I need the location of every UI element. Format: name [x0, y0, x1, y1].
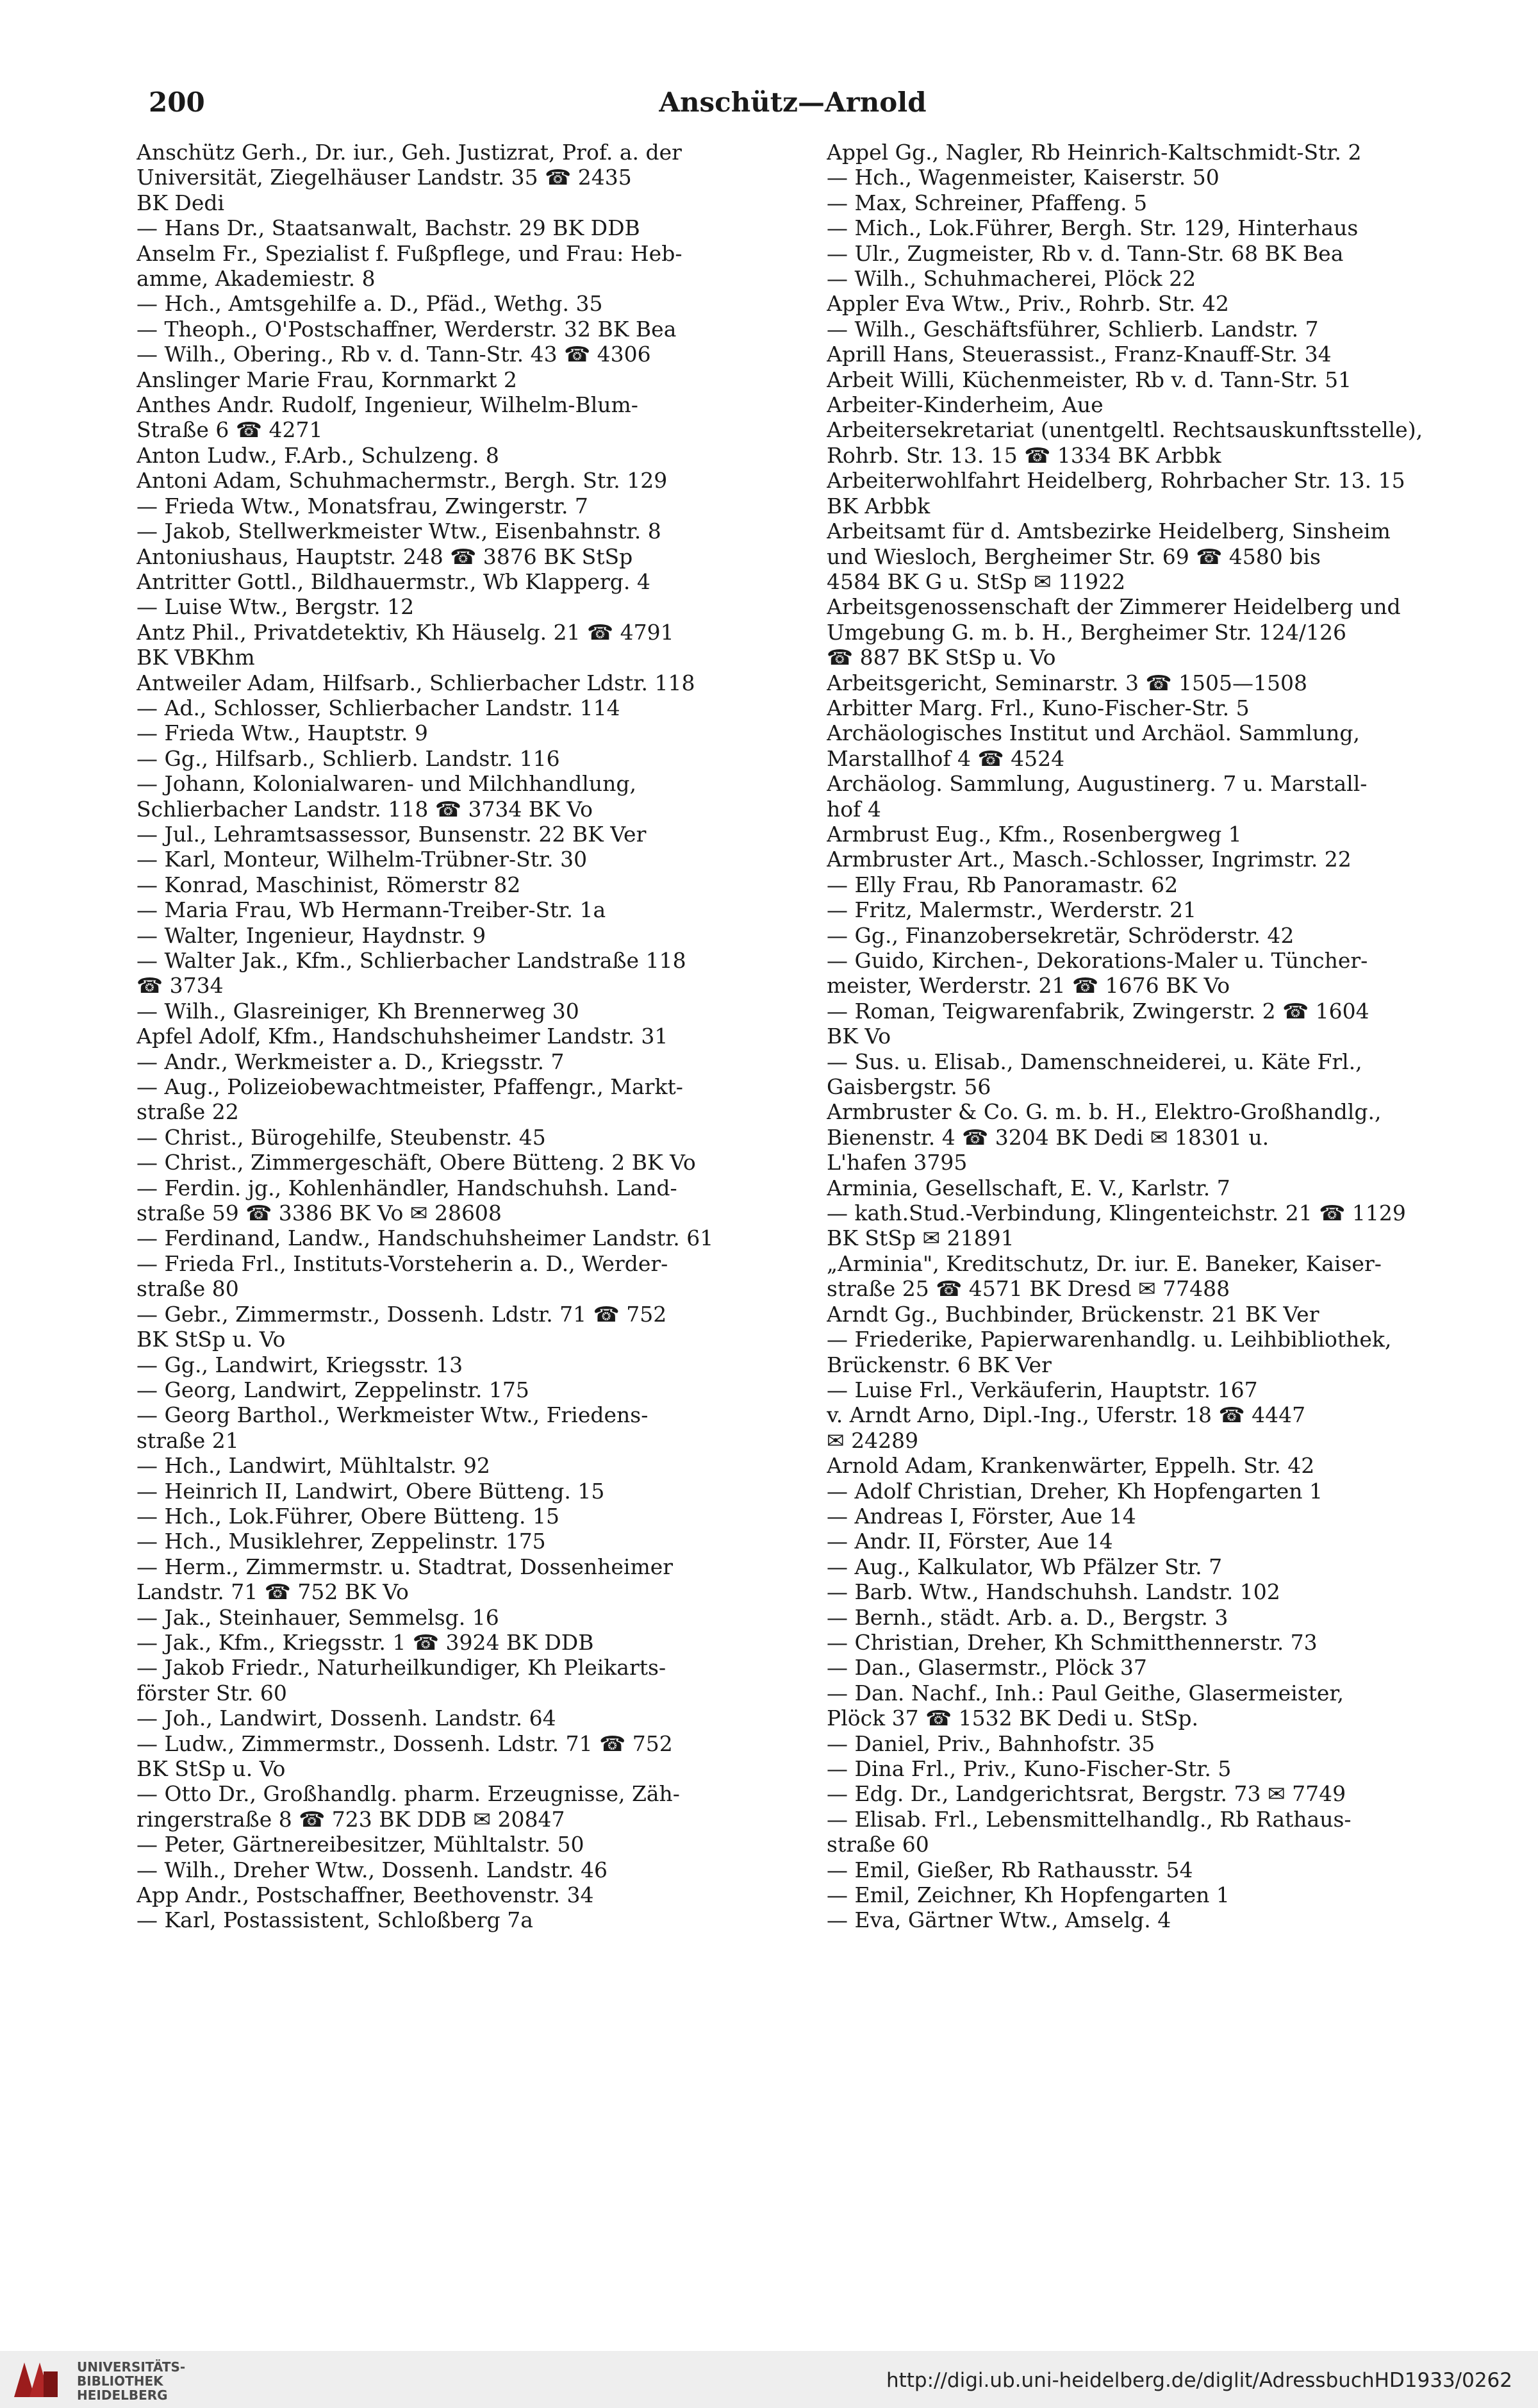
directory-line: meister, Werderstr. 21 ☎ 1676 BK Vo — [827, 973, 1230, 999]
directory-line: BK Arbbk — [827, 493, 930, 519]
page-number: 200 — [149, 87, 205, 118]
directory-line: BK Vo — [827, 1024, 891, 1049]
directory-line: — Luise Frl., Verkäuferin, Hauptstr. 167 — [827, 1377, 1258, 1402]
directory-line: — Andreas I, Förster, Aue 14 — [827, 1503, 1136, 1529]
directory-line: ☎ 3734 — [136, 973, 224, 999]
source-url-link[interactable]: http://digi.ub.uni-heidelberg.de/diglit/AdressbuchHD1933/0262 — [886, 2369, 1512, 2392]
library-logo-icon — [10, 2359, 63, 2401]
directory-line: — Fritz, Malermstr., Werderstr. 21 — [827, 897, 1197, 923]
directory-line: — Jak., Kfm., Kriegsstr. 1 ☎ 3924 BK DDB — [136, 1629, 594, 1655]
directory-line: — Eva, Gärtner Wtw., Amselg. 4 — [827, 1907, 1171, 1933]
directory-line: „Arminia", Kreditschutz, Dr. iur. E. Baneker, Kaiser- — [827, 1250, 1382, 1276]
directory-line: Anthes Andr. Rudolf, Ingenieur, Wilhelm-Blum- — [136, 392, 638, 418]
directory-line: 4584 BK G u. StSp ✉ 11922 — [827, 569, 1126, 594]
directory-line: ringerstraße 8 ☎ 723 BK DDB ✉ 20847 — [136, 1806, 565, 1832]
directory-line: — Hch., Landwirt, Mühltalstr. 92 — [136, 1453, 490, 1479]
right-column — [827, 140, 1474, 1933]
directory-line: BK Dedi — [136, 190, 225, 215]
directory-line: Arnold Adam, Krankenwärter, Eppelh. Str. 42 — [827, 1453, 1315, 1479]
directory-line: App Andr., Postschaffner, Beethovenstr. 34 — [136, 1882, 594, 1908]
directory-line: Armbruster Art., Masch.-Schlosser, Ingrimstr. 22 — [827, 847, 1352, 872]
directory-line: — Edg. Dr., Landgerichtsrat, Bergstr. 73 ✉ 7749 — [827, 1781, 1346, 1807]
directory-line: — Sus. u. Elisab., Damenschneiderei, u. Käte Frl., — [827, 1049, 1362, 1074]
directory-line: Antz Phil., Privatdetektiv, Kh Häuselg. 21 ☎ 4791 — [136, 619, 674, 645]
directory-line: — Aug., Kalkulator, Wb Pfälzer Str. 7 — [827, 1554, 1223, 1579]
directory-line: — Frieda Frl., Instituts-Vorsteherin a. D., Werder- — [136, 1250, 668, 1276]
directory-line: ☎ 887 BK StSp u. Vo — [827, 645, 1056, 670]
directory-line: Gaisbergstr. 56 — [827, 1074, 991, 1100]
running-head: Anschütz—Arnold — [659, 87, 927, 118]
directory-line: — Peter, Gärtnereibesitzer, Mühltalstr. 50 — [136, 1832, 584, 1857]
directory-line: Arbitter Marg. Frl., Kuno-Fischer-Str. 5 — [827, 695, 1250, 720]
directory-line: — Elly Frau, Rb Panoramastr. 62 — [827, 872, 1178, 897]
directory-line: Arbeiterwohlfahrt Heidelberg, Rohrbacher Str. 13. 15 — [827, 468, 1405, 494]
directory-line: — Roman, Teigwarenfabrik, Zwingerstr. 2 ☎ 1604 — [827, 998, 1369, 1024]
directory-line: — Jakob, Stellwerkmeister Wtw., Eisenbahnstr. 8 — [136, 519, 661, 544]
directory-line: Straße 6 ☎ 4271 — [136, 417, 323, 443]
directory-line: straße 22 — [136, 1099, 239, 1125]
directory-line: — Adolf Christian, Dreher, Kh Hopfengarten 1 — [827, 1478, 1323, 1504]
directory-line: — Dina Frl., Priv., Kuno-Fischer-Str. 5 — [827, 1756, 1232, 1781]
directory-line: Appel Gg., Nagler, Rb Heinrich-Kaltschmidt-Str. 2 — [827, 140, 1362, 165]
directory-line: L'hafen 3795 — [827, 1150, 968, 1175]
directory-line: — Hch., Amtsgehilfe a. D., Pfäd., Wethg. 35 — [136, 291, 603, 317]
directory-line: — Emil, Gießer, Rb Rathausstr. 54 — [827, 1857, 1193, 1882]
left-column — [136, 140, 781, 1933]
directory-line: ✉ 24289 — [827, 1427, 919, 1453]
directory-line: Plöck 37 ☎ 1532 BK Dedi u. StSp. — [827, 1706, 1199, 1731]
directory-line: — Guido, Kirchen-, Dekorations-Maler u. Tüncher- — [827, 948, 1368, 973]
directory-line: v. Arndt Arno, Dipl.-Ing., Uferstr. 18 ☎ 4447 — [827, 1402, 1306, 1428]
directory-line: — Aug., Polizeiobewachtmeister, Pfaffengr., Markt- — [136, 1074, 683, 1100]
directory-line: Schlierbacher Landstr. 118 ☎ 3734 BK Vo — [136, 796, 593, 822]
directory-line: — Dan., Glasermstr., Plöck 37 — [827, 1655, 1147, 1681]
directory-line: — Hch., Wagenmeister, Kaiserstr. 50 — [827, 165, 1220, 190]
directory-line: — Mich., Lok.Führer, Bergh. Str. 129, Hinterhaus — [827, 215, 1359, 241]
directory-line: — Gebr., Zimmermstr., Dossenh. Ldstr. 71 ☎ 752 — [136, 1301, 667, 1327]
directory-line: — Hans Dr., Staatsanwalt, Bachstr. 29 BK DDB — [136, 215, 640, 241]
directory-line: Arminia, Gesellschaft, E. V., Karlstr. 7 — [827, 1175, 1230, 1200]
directory-line: Bienenstr. 4 ☎ 3204 BK Dedi ✉ 18301 u. — [827, 1124, 1269, 1150]
directory-line: Anselm Fr., Spezialist f. Fußpflege, und Frau: Heb- — [136, 240, 682, 266]
directory-line: Anslinger Marie Frau, Kornmarkt 2 — [136, 367, 517, 392]
directory-line: Umgebung G. m. b. H., Bergheimer Str. 124/126 — [827, 619, 1346, 645]
directory-line: — Frieda Wtw., Monatsfrau, Zwingerstr. 7 — [136, 493, 588, 519]
directory-line: — Wilh., Geschäftsführer, Schlierb. Landstr. 7 — [827, 316, 1319, 342]
directory-line: — Wilh., Glasreiniger, Kh Brennerweg 30 — [136, 998, 579, 1024]
directory-line: straße 80 — [136, 1276, 239, 1302]
directory-line: Arbeitsamt für d. Amtsbezirke Heidelberg, Sinsheim — [827, 519, 1391, 544]
directory-line: Apfel Adolf, Kfm., Handschuhsheimer Landstr. 31 — [136, 1024, 668, 1049]
directory-line: — Max, Schreiner, Pfaffeng. 5 — [827, 190, 1148, 215]
directory-line: — Joh., Landwirt, Dossenh. Landstr. 64 — [136, 1706, 556, 1731]
directory-line: BK StSp u. Vo — [136, 1756, 286, 1781]
directory-line: — Georg Barthol., Werkmeister Wtw., Friedens- — [136, 1402, 649, 1428]
directory-line: — Maria Frau, Wb Hermann-Treiber-Str. 1a — [136, 897, 606, 923]
directory-line: und Wiesloch, Bergheimer Str. 69 ☎ 4580 bis — [827, 544, 1321, 569]
directory-line: Anschütz Gerh., Dr. iur., Geh. Justizrat, Prof. a. der — [136, 140, 682, 165]
directory-line: — Walter, Ingenieur, Haydnstr. 9 — [136, 922, 486, 948]
directory-line: Brückenstr. 6 BK Ver — [827, 1352, 1052, 1377]
directory-line: — Christian, Dreher, Kh Schmitthennerstr. 73 — [827, 1629, 1318, 1655]
directory-line: — Gg., Hilfsarb., Schlierb. Landstr. 116 — [136, 745, 560, 771]
directory-line: — Friederike, Papierwarenhandlg. u. Leihbibliothek, — [827, 1327, 1392, 1352]
directory-line: Marstallhof 4 ☎ 4524 — [827, 745, 1065, 771]
directory-line: amme, Akademiestr. 8 — [136, 266, 376, 292]
directory-line: — Karl, Postassistent, Schloßberg 7a — [136, 1907, 533, 1933]
directory-line: — Daniel, Priv., Bahnhofstr. 35 — [827, 1731, 1155, 1756]
library-name-line: UNIVERSITÄTS- — [77, 2359, 186, 2375]
directory-line: — Frieda Wtw., Hauptstr. 9 — [136, 720, 428, 746]
directory-line: Arbeit Willi, Küchenmeister, Rb v. d. Tann-Str. 51 — [827, 367, 1352, 392]
directory-line: — Bernh., städt. Arb. a. D., Bergstr. 3 — [827, 1604, 1228, 1630]
directory-line: — Luise Wtw., Bergstr. 12 — [136, 594, 415, 620]
directory-line: — kath.Stud.-Verbindung, Klingenteichstr. 21 ☎ 1129 — [827, 1200, 1406, 1226]
directory-line: — Christ., Zimmergeschäft, Obere Bütteng. 2 BK Vo — [136, 1150, 696, 1175]
directory-line: — Emil, Zeichner, Kh Hopfengarten 1 — [827, 1882, 1230, 1908]
directory-line: Universität, Ziegelhäuser Landstr. 35 ☎ 2435 — [136, 165, 632, 190]
directory-line: — Ferdin. jg., Kohlenhändler, Handschuhsh. Land- — [136, 1175, 677, 1200]
library-name-line: BIBLIOTHEK — [77, 2373, 163, 2389]
page-header — [149, 87, 1437, 125]
footer-bar — [0, 2351, 1538, 2408]
directory-line: Antoniushaus, Hauptstr. 248 ☎ 3876 BK StSp — [136, 544, 633, 569]
library-name-line: HEIDELBERG — [77, 2387, 168, 2403]
directory-line: förster Str. 60 — [136, 1680, 287, 1706]
directory-line: — Ad., Schlosser, Schlierbacher Landstr. 114 — [136, 695, 620, 720]
directory-line: — Dan. Nachf., Inh.: Paul Geithe, Glasermeister, — [827, 1680, 1344, 1706]
directory-line: Antoni Adam, Schuhmachermstr., Bergh. Str. 129 — [136, 468, 668, 494]
directory-line: hof 4 — [827, 796, 881, 822]
directory-line: — Hch., Musiklehrer, Zeppelinstr. 175 — [136, 1529, 546, 1554]
directory-line: — Andr., Werkmeister a. D., Kriegsstr. 7 — [136, 1049, 565, 1074]
directory-line: BK StSp u. Vo — [136, 1327, 286, 1352]
directory-line: Arndt Gg., Buchbinder, Brückenstr. 21 BK Ver — [827, 1301, 1319, 1327]
directory-line: — Heinrich II, Landwirt, Obere Bütteng. 15 — [136, 1478, 605, 1504]
directory-line: Arbeitsgenossenschaft der Zimmerer Heidelberg und — [827, 594, 1401, 620]
directory-line: — Wilh., Schuhmacherei, Plöck 22 — [827, 266, 1196, 292]
directory-line: — Otto Dr., Großhandlg. pharm. Erzeugnisse, Zäh- — [136, 1781, 680, 1807]
directory-line: — Hch., Lok.Führer, Obere Bütteng. 15 — [136, 1503, 559, 1529]
directory-line: Appler Eva Wtw., Priv., Rohrb. Str. 42 — [827, 291, 1229, 317]
directory-line: BK StSp ✉ 21891 — [827, 1225, 1014, 1251]
directory-line: — Johann, Kolonialwaren- und Milchhandlung, — [136, 771, 636, 797]
directory-line: Anton Ludw., F.Arb., Schulzeng. 8 — [136, 442, 499, 468]
directory-line: — Karl, Monteur, Wilhelm-Trübner-Str. 30 — [136, 847, 588, 872]
directory-line: Antweiler Adam, Hilfsarb., Schlierbacher Ldstr. 118 — [136, 670, 695, 695]
directory-line: — Theoph., O'Postschaffner, Werderstr. 32 BK Bea — [136, 316, 677, 342]
directory-line: straße 21 — [136, 1427, 239, 1453]
directory-line: — Gg., Finanzobersekretär, Schröderstr. 42 — [827, 922, 1294, 948]
directory-line: Armbruster & Co. G. m. b. H., Elektro-Großhandlg., — [827, 1099, 1382, 1125]
directory-line: Archäologisches Institut und Archäol. Sammlung, — [827, 720, 1360, 746]
directory-line: — Georg, Landwirt, Zeppelinstr. 175 — [136, 1377, 529, 1402]
directory-line: straße 59 ☎ 3386 BK Vo ✉ 28608 — [136, 1200, 502, 1226]
directory-line: — Christ., Bürogehilfe, Steubenstr. 45 — [136, 1124, 546, 1150]
directory-line: Arbeitersekretariat (unentgeltl. Rechtsauskunftsstelle), — [827, 417, 1423, 443]
directory-line: — Andr. II, Förster, Aue 14 — [827, 1529, 1113, 1554]
directory-line: Antritter Gottl., Bildhauermstr., Wb Klapperg. 4 — [136, 569, 650, 594]
directory-line: — Herm., Zimmermstr. u. Stadtrat, Dossenheimer — [136, 1554, 674, 1579]
directory-line: Landstr. 71 ☎ 752 BK Vo — [136, 1579, 409, 1605]
directory-line: Rohrb. Str. 13. 15 ☎ 1334 BK Arbbk — [827, 442, 1221, 468]
directory-line: — Gg., Landwirt, Kriegsstr. 13 — [136, 1352, 463, 1377]
directory-line: Armbrust Eug., Kfm., Rosenbergweg 1 — [827, 821, 1242, 847]
directory-line: Arbeiter-Kinderheim, Aue — [827, 392, 1104, 418]
directory-line: — Ulr., Zugmeister, Rb v. d. Tann-Str. 68 BK Bea — [827, 240, 1344, 266]
directory-line: Aprill Hans, Steuerassist., Franz-Knauff-Str. 34 — [827, 342, 1332, 367]
directory-line: — Ludw., Zimmermstr., Dossenh. Ldstr. 71 ☎ 752 — [136, 1731, 673, 1756]
directory-line: — Walter Jak., Kfm., Schlierbacher Landstraße 118 — [136, 948, 686, 973]
directory-line: Arbeitsgericht, Seminarstr. 3 ☎ 1505—1508 — [827, 670, 1308, 695]
directory-line: — Konrad, Maschinist, Römerstr 82 — [136, 872, 521, 897]
library-name — [77, 2360, 185, 2402]
directory-line: — Barb. Wtw., Handschuhsh. Landstr. 102 — [827, 1579, 1280, 1605]
directory-line: Archäolog. Sammlung, Augustinerg. 7 u. Marstall- — [827, 771, 1368, 797]
directory-line: — Elisab. Frl., Lebensmittelhandlg., Rb Rathaus- — [827, 1806, 1352, 1832]
directory-line: — Wilh., Obering., Rb v. d. Tann-Str. 43 ☎ 4306 — [136, 342, 651, 367]
directory-line: — Wilh., Dreher Wtw., Dossenh. Landstr. 46 — [136, 1857, 608, 1882]
directory-line: — Jak., Steinhauer, Semmelsg. 16 — [136, 1604, 499, 1630]
directory-line: BK VBKhm — [136, 645, 255, 670]
directory-line: — Ferdinand, Landw., Handschuhsheimer Landstr. 61 — [136, 1225, 714, 1251]
directory-line: — Jul., Lehramtsassessor, Bunsenstr. 22 BK Ver — [136, 821, 647, 847]
directory-line: straße 60 — [827, 1832, 929, 1857]
directory-line: straße 25 ☎ 4571 BK Dresd ✉ 77488 — [827, 1276, 1230, 1302]
directory-line: — Jakob Friedr., Naturheilkundiger, Kh Pleikarts- — [136, 1655, 666, 1681]
